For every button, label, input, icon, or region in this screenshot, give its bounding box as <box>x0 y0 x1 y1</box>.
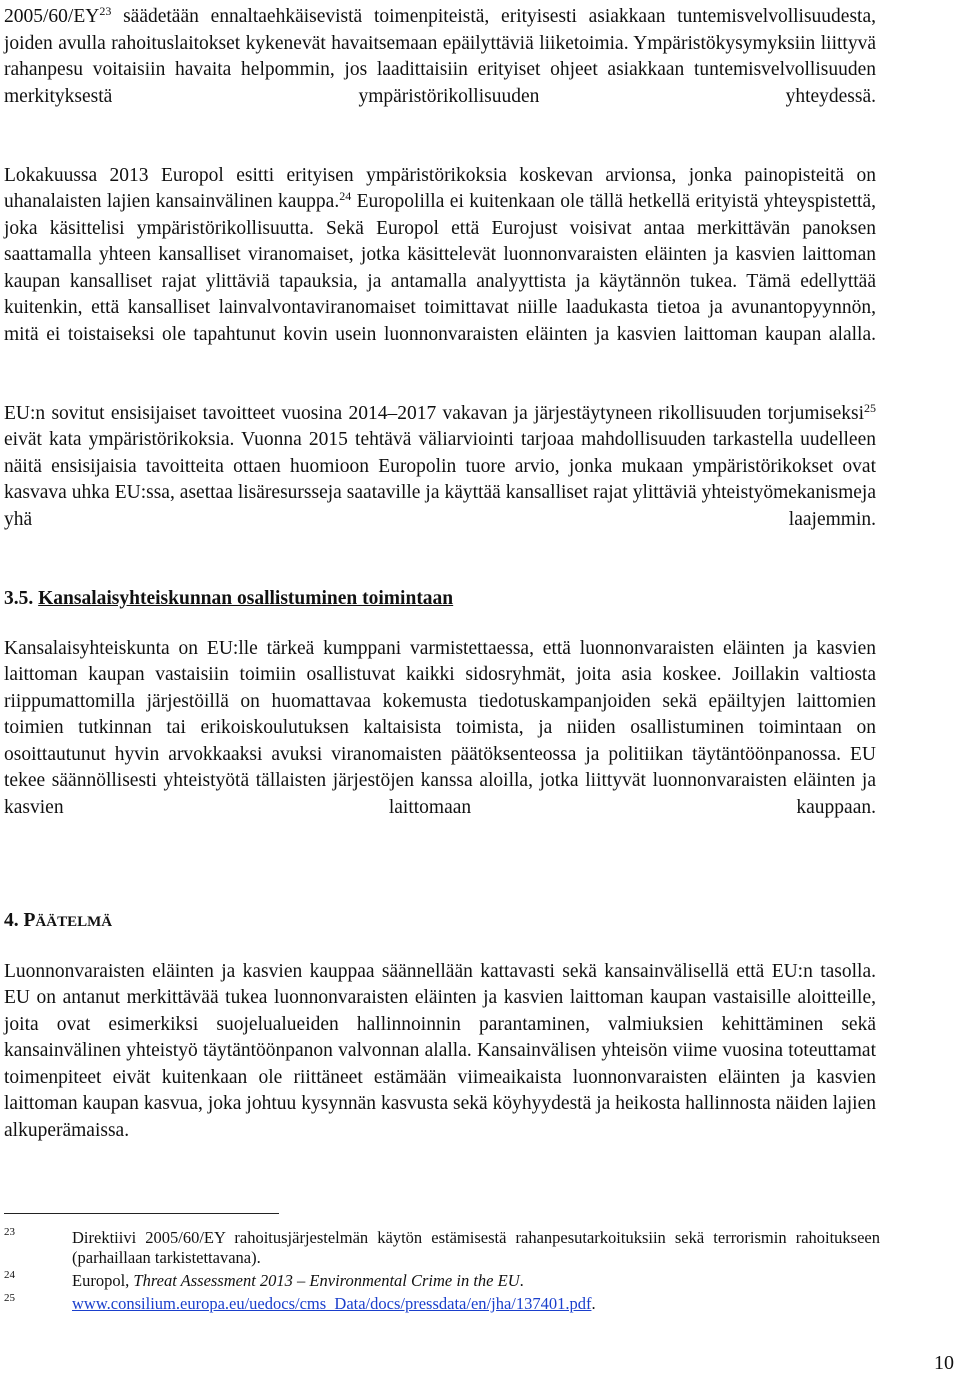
footnote-number: 24 <box>4 1269 15 1281</box>
footnote-link[interactable]: www.consilium.europa.eu/uedocs/cms_Data/docs/pressdata/en/jha/137401.pdf <box>72 1294 592 1313</box>
footnote-text: Direktiivi 2005/60/EY rahoitusjärjestelmän käytön estämisestä rahanpesutarkoituksiin sekä terrorismin rahoitukseen (parhaillaan tarkistettavana). <box>72 1228 880 1267</box>
footnote-title: Threat Assessment 2013 – Environmental Crime in the EU <box>133 1271 520 1290</box>
footnote-ref-23[interactable]: 23 <box>99 4 112 18</box>
page-number: 10 <box>934 1352 954 1374</box>
section-title-initial: P <box>23 909 36 931</box>
paragraph-text: eivät kata ympäristörikoksia. Vuonna 2015 tehtävä väliarviointi tarjoaa mahdollisuuden tarkastella uudelleen näitä ensisijaisia tavoitteita ottaen huomioon Europolin tuore arvio, jonka mukaan ympäristörikokset ovat kasvava uhka EU:ssa, asettaa lisäresursseja saataville ja käyttää kansalliset rajat ylittäviä yhteistyömekanismeja yhä laajemmin. <box>4 429 876 530</box>
paragraph-text: EU:n sovitut ensisijaiset tavoitteet vuosina 2014–2017 vakavan ja järjestäytyneen rikollisuuden torjumiseksi <box>4 402 864 424</box>
section-heading-4 <box>4 908 876 935</box>
paragraph-text: Europolilla ei kuitenkaan ole tällä hetkellä erityistä yhteyspistettä, joka käsittelisi ympäristörikollisuutta. Sekä Europol että Eurojust voisivat antaa merkittävän panoksen saattamalla yhteen kansalliset viranomaiset, jotka käsittelevät luonnonvaraisten eläinten ja kasvien laittoman kaupan kansalliset rajat ylittäviä tapauksia, ja antamalla analyyttista ja käytännön tukea. Tämä edellyttää kuitenkin, että kansalliset lainvalvontaviranomaiset toimittavat niille laadukasta tietoa ja avunantopyynnön, mitä ei toistaiseksi ole tapahtunut kovin usein luonnonvaraisten eläinten ja kasvien laittoman kaupan alalla. <box>4 191 876 345</box>
footnote-source: Europol, <box>72 1271 134 1290</box>
paragraph-text: Lokakuussa 2013 Europol esitti erityisen ympäristörikoksia koskevan arvionsa, jonka painopisteitä on uhanalaisten lajien kansainvälinen kauppa. <box>4 164 876 212</box>
paragraph-europol <box>4 163 876 375</box>
paragraph-priorities <box>4 401 876 560</box>
footnote-separator <box>4 1213 279 1214</box>
paragraph-conclusion: Luonnonvaraisten eläinten ja kasvien kauppaa säännellään kattavasti sekä kansainvälisellä että EU:n tasolla. EU on antanut merkittävää tukea luonnonvaraisten eläinten ja kasvien laittoman kaupan vastaisille aloitteille, joita ovat esimerkiksi suojelualueiden hallinnoinnin parantaminen, valmiuksien kehittäminen sekä kansainvälinen yhteistyö täytäntöönpanon valvonnan alalla. Kansainvälisen yhteisön viime vuosina toteuttamat toimenpiteet eivät kuitenkaan ole riittäneet estämään viimeaikaista luonnonvaraisten eläinten ja kasvien laittoman kaupan kasvua, joka johtuu kysynnän kasvusta sekä köyhyydestä ja heikosta hallinnosta näiden lajien alkuperämaissa. <box>4 960 876 1141</box>
footnote-punctuation: . <box>591 1294 596 1313</box>
paragraph-text: 2005/60/EY <box>4 6 100 27</box>
footnote-ref-24[interactable]: 24 <box>339 189 352 203</box>
footnote-text <box>72 1294 880 1314</box>
footnote-number: 23 <box>4 1226 15 1238</box>
section-title-rest: ÄÄTELMÄ <box>35 913 113 930</box>
footnote-number: 25 <box>4 1292 15 1304</box>
section-title: Kansalaisyhteiskunnan osallistuminen toimintaan <box>38 587 454 609</box>
paragraph-civil-society: Kansalaisyhteiskunta on EU:lle tärkeä kumppani varmistettaessa, että luonnonvaraisten eläinten ja kasvien laittoman kaupan vastaisiin toimiin osallistuvat kaikki sidosryhmät, joita asia koskee. Joillakin valtiosta riippumattomilla järjestöillä on huomattavaa kokemusta tiedotuskampanjoiden sekä epäiltyjen laittomien toimien tutkinnan tai erikoiskoulutuksen kaltaisista toimista, ja niiden osallistuminen toimintaan on osoittautunut hyvin arvokkaaksi avuksi viranomaisten päätöksenteossa ja politiikan täytäntöönpanossa. EU tekee säännöllisesti yhteistyötä tällaisten järjestöjen kanssa aloilla, jotka liittyvät luonnonvaraisten eläinten ja kasvien laittomaan kauppaan. <box>4 637 876 818</box>
section-number: 3.5. <box>4 587 34 609</box>
paragraph-directive <box>4 4 876 137</box>
document-page <box>4 4 876 1144</box>
paragraph-text: säädetään ennaltaehkäisevistä toimenpiteistä, erityisesti asiakkaan tuntemisvelvollisuudesta, joiden avulla rahoituslaitokset kykenevät havaitsemaan epäilyttäviä liiketoimia. Ympäristökysymyksiin liittyvä rahanpesu voitaisiin havaita helpommin, jos laadittaisiin erityiset ohjeet asiakkaan tuntemisvelvollisuuden merkityksestä ympäristörikollisuuden yhteydessä. <box>4 6 876 107</box>
footnote-ref-25[interactable]: 25 <box>864 400 876 415</box>
footnote-text <box>72 1271 880 1291</box>
section-heading-3-5 <box>4 586 876 612</box>
section-number: 4. <box>4 909 24 931</box>
footnote-punctuation: . <box>519 1271 524 1290</box>
